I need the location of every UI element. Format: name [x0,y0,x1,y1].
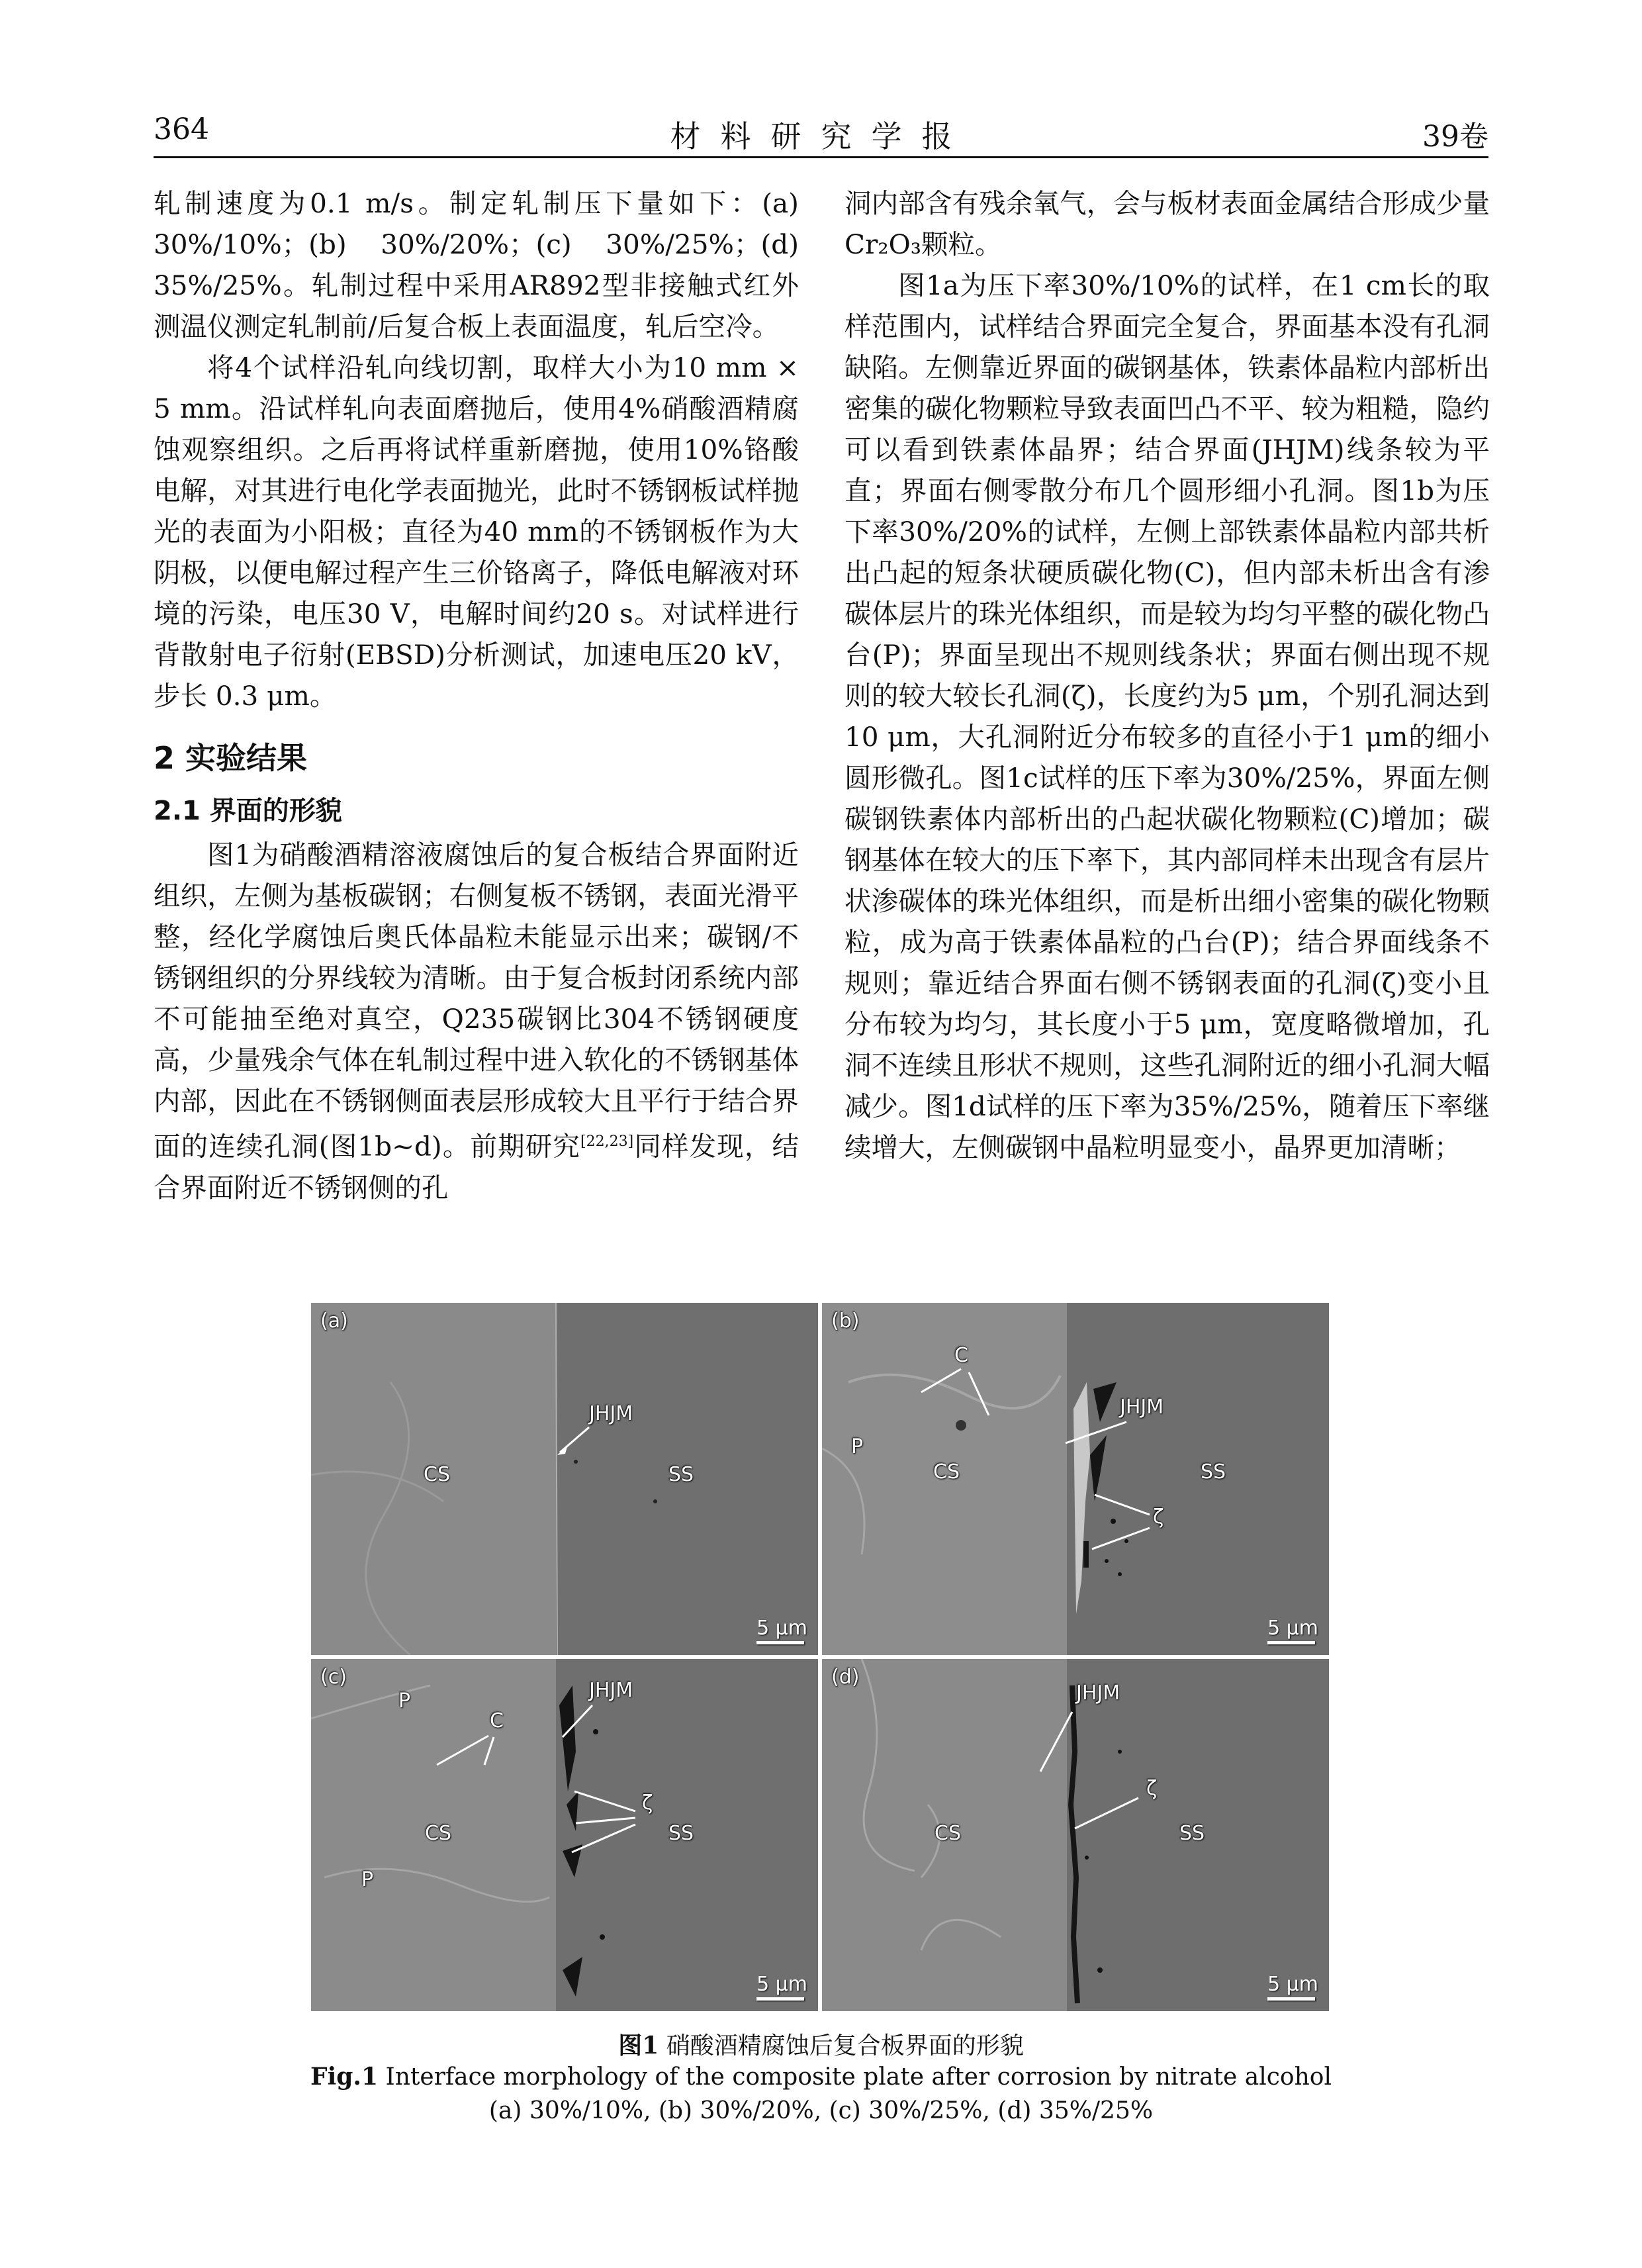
ss-label: SS [668,1822,694,1845]
ss-label: SS [1201,1460,1226,1484]
scale-bar: 5 μm [1267,1617,1318,1644]
paragraph-sample-prep: 将4个试样沿轧向线切割，取样大小为10 mm × 5 mm。沿试样轧向表面磨抛后，使用4%硝酸酒精腐蚀观察组织。之后再将试样重新磨抛，使用10%铬酸电解，对其进行电化学表面抛光，此时不锈钢板试样抛光的表面为小阳极；直径为40 mm的不锈钢板作为大阴极，以便电解过程产生三价铬离子，降低电解液对环境的污染，电压30 V，电解时间约20 s。对试样进行背散射电子衍射(EBSD)分析测试，加速电压20 kV，步长 0.3 μm。 [154,352,799,712]
figure-caption-sub: (a) 30%/10%, (b) 30%/20%, (c) 30%/25%, (d) 35%/25% [488,2097,1154,2124]
paragraph-results: 图1a为压下率30%/10%的试样，在1 cm长的取样范围内，试样结合界面完全复合，界面基本没有孔洞缺陷。左侧靠近界面的碳钢基体，铁素体晶粒内部析出密集的碳化物颗粒导致表面凹凸不平、较为粗糙，隐约可以看到铁素体晶界；结合界面(JHJM)线条较为平直；界面右侧零散分布几个圆形细小孔洞。图1b为压下率30%/20%的试样，左侧上部铁素体晶粒内部共析出凸起的短条状硬质碳化物(C)，但内部未析出含有渗碳体层片的珠光体组织，而是较为均匀平整的碳化物凸台(P)；界面呈现出不规则线条状；界面右侧出现不规则的较大较长孔洞(ζ)，长度约为5 μm，个别孔洞达到10 μm，大孔洞附近分布较多的直径小于1 μm的细小圆形微孔。图1c试样的压下率为30%/25%，界面左侧碳钢铁素体内部析出的凸起状碳化物颗粒(C)增加；碳钢基体在较大的压下率下，其内部同样未出现含有层片状渗碳体的珠光体组织，而是析出细小密集的碳化物颗粒，成为高于铁素体晶粒的凸台(P)；结合界面线条不规则；靠近结合界面右侧不锈钢表面的孔洞(ζ)变小且分布较为均匀，其长度小于5 μm，宽度略微增加，孔洞不连续且形状不规则，这些孔洞附近的细小孔洞大幅减少。图1d试样的压下率为35%/25%，随着压下率继续增大，左侧碳钢中晶粒明显变小，晶界更加清晰； [844,269,1490,1163]
paragraph-continued: 洞内部含有残余氧气，会与板材表面金属结合形成少量Cr₂O₃颗粒。 [844,187,1490,260]
caption-en-label: Fig.1 [310,2063,379,2091]
figure-1 [311,1303,1329,2011]
jhjm-label: JHJM [1120,1395,1164,1419]
micrograph-c [311,1659,818,2011]
right-column [844,183,1490,1168]
cs-label: CS [935,1822,961,1845]
panel-label: (d) [831,1666,860,1689]
scale-bar: 5 μm [1267,1973,1318,2001]
panel-label: (c) [320,1666,347,1689]
cs-label: CS [424,1463,450,1486]
ss-label: SS [668,1463,694,1486]
journal-title: 材料研究学报 [670,118,972,154]
paragraph-rolling-speed: 轧制速度为0.1 m/s。制定轧制压下量如下：(a) 30%/10%；(b) 30%/20%；(c) 30%/25%；(d) 35%/25%。轧制过程中采用AR892型非接触式红外测温仪测定轧制前/后复合板上表面温度，轧后空冷。 [154,187,799,342]
panel-b [822,1303,1329,1655]
figure-caption-en [154,2063,1488,2091]
p-label-2: P [361,1868,374,1891]
scale-bar: 5 μm [756,1617,807,1644]
page-number: 364 [154,113,209,146]
zeta-label: ζ [642,1791,653,1815]
panel-c [311,1659,818,2011]
paragraph-text: 图1为硝酸酒精溶液腐蚀后的复合板结合界面附近组织，左侧为基板碳钢；右侧复板不锈钢，表面光滑平整，经化学腐蚀后奥氏体晶粒未能显示出来；碳钢/不锈钢组织的分界线较为清晰。由于复合板封闭系统内部不可能抽至绝对真空，Q235碳钢比304不锈钢硬度高，少量残余气体在轧制过程中进入软化的不锈钢基体内部，因此在不锈钢侧面表层形成较大且平行于结合界面的连续孔洞(图1b~d)。前期研究 [154,839,799,1162]
caption-en-text: Interface morphology of the composite plate after corrosion by nitrate alcohol [385,2063,1332,2091]
caption-cn-label: 图1 [618,2032,659,2059]
panel-d [822,1659,1329,2011]
citation: [22,23] [580,1133,634,1150]
jhjm-label: JHJM [1076,1681,1120,1705]
cs-label: CS [425,1822,451,1845]
micrograph-a [311,1303,818,1655]
panel-a [311,1303,818,1655]
c-label: C [490,1709,504,1732]
c-label: C [954,1344,968,1367]
subsection-heading: 2.1 界面的形貌 [154,796,342,826]
page-header [154,107,1488,158]
cs-label: CS [933,1460,960,1484]
panel-label: (b) [831,1309,860,1333]
micrograph-b [822,1303,1329,1655]
jhjm-label: JHJM [589,1402,633,1425]
paragraph-text-end: 同样发现，结合界面附近不锈钢侧的孔 [154,1130,799,1204]
zeta-label: ζ [1153,1505,1164,1529]
paragraph-figure-intro [154,834,799,1208]
zeta-label: ζ [1146,1777,1158,1800]
panel-label: (a) [320,1309,348,1333]
caption-cn-text: 硝酸酒精腐蚀后复合板界面的形貌 [666,2032,1024,2059]
left-column [154,183,799,1208]
p-label: P [851,1435,864,1458]
volume-label: 39卷 [1422,120,1488,154]
micrograph-d [822,1659,1329,2011]
section-heading: 2 实验结果 [154,740,308,776]
jhjm-label: JHJM [589,1679,633,1702]
p-label: P [398,1689,411,1713]
figure-caption-cn [154,2027,1488,2061]
scale-bar: 5 μm [756,1973,807,2001]
ss-label: SS [1179,1822,1205,1845]
